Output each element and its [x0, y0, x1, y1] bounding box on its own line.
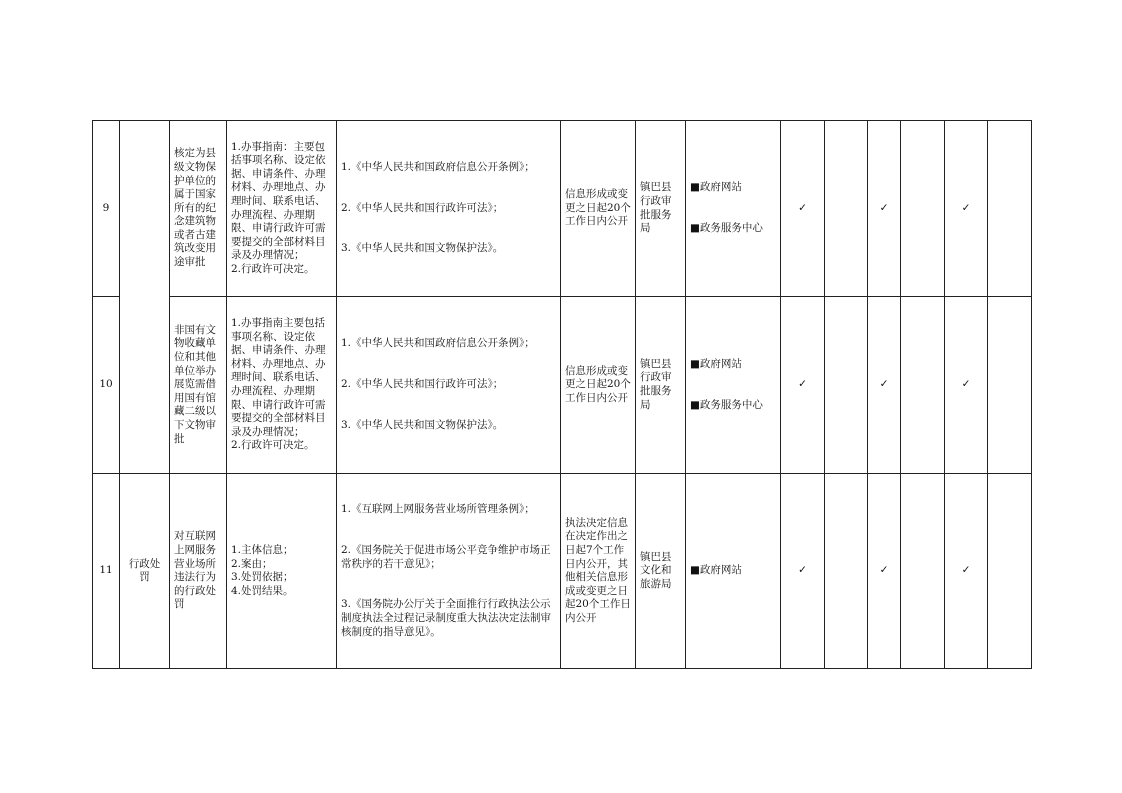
row-basis [337, 474, 561, 669]
basis-line: 3.《中华人民共和国文物保护法》。 [341, 242, 504, 255]
row-category [120, 121, 170, 474]
empty-cell [825, 121, 868, 297]
empty-cell [901, 297, 945, 474]
row-number: 9 [93, 121, 120, 297]
check-mark: ✓ [781, 474, 825, 669]
basis-line: 2.《国务院关于促进市场公平竞争维护市场正常秩序的若干意见》； [341, 543, 551, 570]
channel-item: ■政府网站 [690, 564, 742, 577]
row-subject: 镇巴县行政审批服务局 [636, 297, 686, 474]
empty-cell [825, 474, 868, 669]
row-basis [337, 121, 561, 297]
table-row [93, 297, 1032, 474]
row-time-limit: 信息形成或变更之日起20个工作日内公开 [561, 121, 636, 297]
channel-item: ■政务服务中心 [690, 398, 763, 411]
empty-cell [901, 121, 945, 297]
row-item: 对互联网上网服务营业场所违法行为的行政处罚 [170, 474, 227, 669]
empty-cell [988, 474, 1032, 669]
empty-cell [901, 474, 945, 669]
basis-line: 1.《中华人民共和国政府信息公开条例》； [341, 160, 535, 173]
row-content: 1.办事指南主要包括事项名称、设定依据、申请条件、办理材料、办理地点、办理时间、联系电话、办理流程、办理期限、申请行政许可需要提交的全部材料目录及办理情况； 2.行政许可决定。 [227, 297, 337, 474]
channel-item: ■政府网站 [690, 181, 742, 194]
basis-line: 3.《国务院办公厅关于全面推行行政执法公示制度执法全过程记录制度重大执法决定法制审核制度的指导意见》。 [341, 598, 551, 638]
basis-line: 2.《中华人民共和国行政许可法》； [341, 201, 504, 214]
disclosure-table [92, 120, 1032, 669]
row-time-limit: 信息形成或变更之日起20个工作日内公开 [561, 297, 636, 474]
row-category: 行政处罚 [120, 474, 170, 669]
row-content: 1.主体信息； 2.案由； 3.处罚依据； 4.处罚结果。 [227, 474, 337, 669]
check-mark: ✓ [868, 474, 901, 669]
check-mark: ✓ [945, 297, 988, 474]
table-row [93, 121, 1032, 297]
basis-line: 1.《互联网上网服务营业场所管理条例》； [341, 503, 535, 516]
row-channels [686, 474, 781, 669]
check-mark: ✓ [945, 474, 988, 669]
row-subject: 镇巴县行政审批服务局 [636, 121, 686, 297]
table-row [93, 474, 1032, 669]
row-item: 非国有文物收藏单位和其他单位举办展览需借用国有馆藏二级以下文物审批 [170, 297, 227, 474]
empty-cell [988, 121, 1032, 297]
row-item: 核定为县级文物保护单位的属于国家所有的纪念建筑物或者古建筑改变用途审批 [170, 121, 227, 297]
basis-line: 3.《中华人民共和国文物保护法》。 [341, 418, 504, 431]
empty-cell [988, 297, 1032, 474]
check-mark: ✓ [945, 121, 988, 297]
check-mark: ✓ [868, 121, 901, 297]
row-number: 11 [93, 474, 120, 669]
channel-item: ■政府网站 [690, 357, 742, 370]
row-channels [686, 121, 781, 297]
basis-line: 1.《中华人民共和国政府信息公开条例》； [341, 337, 535, 350]
check-mark: ✓ [781, 121, 825, 297]
empty-cell [825, 297, 868, 474]
channel-item: ■政务服务中心 [690, 222, 763, 235]
row-number: 10 [93, 297, 120, 474]
row-channels [686, 297, 781, 474]
row-basis [337, 297, 561, 474]
row-subject: 镇巴县文化和旅游局 [636, 474, 686, 669]
basis-line: 2.《中华人民共和国行政许可法》； [341, 378, 504, 391]
row-content: 1.办事指南：主要包括事项名称、设定依据、申请条件、办理材料、办理地点、办理时间、联系电话、办理流程、办理期限、申请行政许可需要提交的全部材料目录及办理情况； 2.行政许可决定。 [227, 121, 337, 297]
check-mark: ✓ [781, 297, 825, 474]
row-time-limit: 执法决定信息在决定作出之日起7个工作日内公开，其他相关信息形成或变更之日起20个工作日内公开 [561, 474, 636, 669]
check-mark: ✓ [868, 297, 901, 474]
